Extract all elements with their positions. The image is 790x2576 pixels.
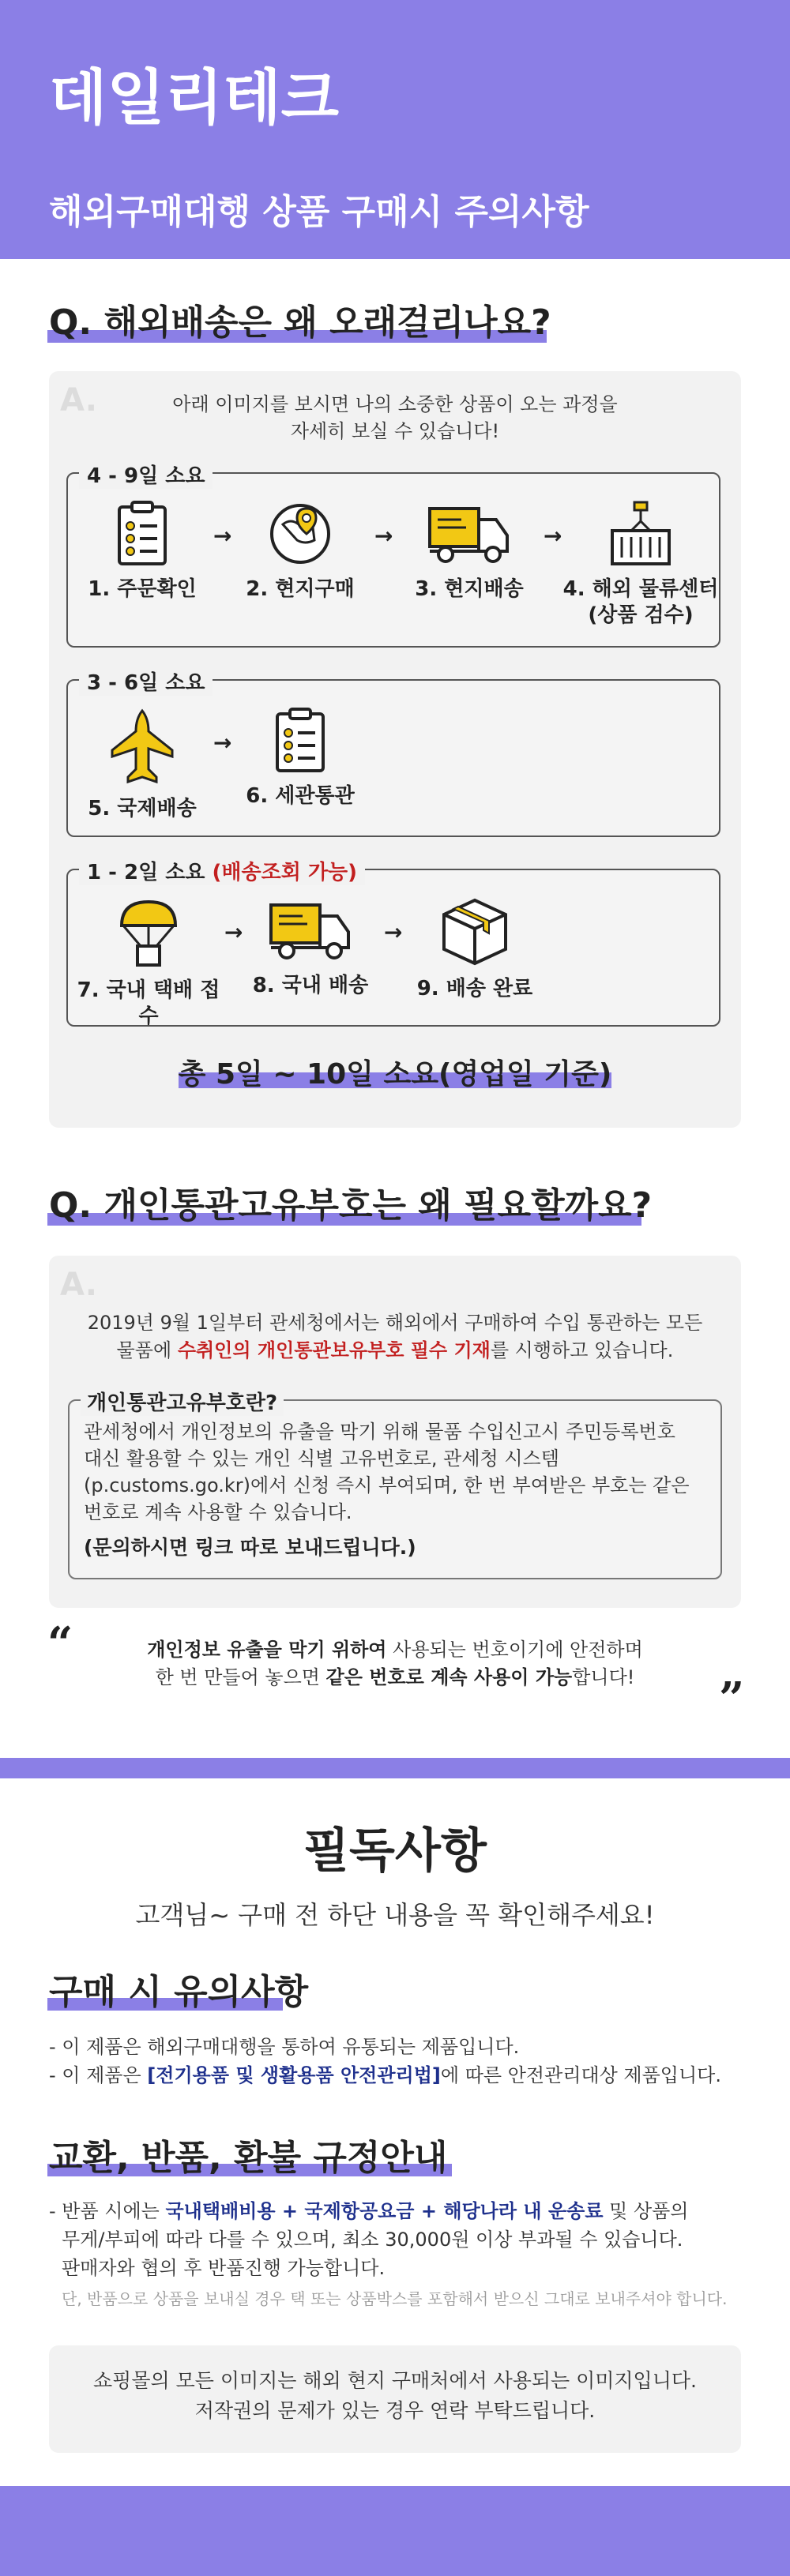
copyright-line-1: 쇼핑몰의 모든 이미지는 해외 현지 구매처에서 사용되는 이미지입니다. — [93, 2369, 697, 2392]
intro-line-2: 자세히 보실 수 있습니다! — [290, 419, 500, 442]
definition-box — [68, 1391, 722, 1579]
step-sub-label: (상품 검수) — [588, 603, 694, 627]
delivery-truck-icon — [268, 897, 353, 963]
parachute-box-icon — [115, 897, 182, 968]
q2-question-text: Q. 개인통관고유부호는 왜 필요할까요? — [49, 1185, 653, 1226]
quote-line-1: 개인정보 유출을 막기 위하여 사용되는 번호이기에 안전하며 — [147, 1639, 643, 1661]
step-label: 5. 국제배송 — [88, 797, 197, 820]
step-label: 7. 국내 택배 접수 — [77, 978, 220, 1028]
delivery-truck-icon — [427, 501, 512, 567]
arrow-icon: → — [224, 919, 243, 945]
must-read-title: 필독사항 — [303, 1823, 487, 1879]
step-domestic-delivery — [243, 897, 378, 999]
stage-3-title: 1 - 2일 소요 (배송조회 가능) — [79, 856, 365, 885]
return-cost-text: 국내택배비용 + 국제항공요금 + 해당나라 내 운송료 — [165, 2200, 604, 2222]
quote-line-2: 한 번 만들어 놓으면 같은 번호로 계속 사용이 가능합니다! — [155, 1665, 635, 1688]
return-note-line-1: - 반품 시에는 국내택배비용 + 국제항공요금 + 해당나라 내 운송료 및 상품의 — [49, 2200, 689, 2222]
def-line: 대신 활용할 수 있는 개인 식별 고유번호로, 관세청 시스템 — [84, 1448, 559, 1470]
checklist-icon — [115, 501, 170, 567]
return-note-line-2: 무게/부피에 따라 다를 수 있으며, 최소 30,000원 이상 부과될 수 있습니다. — [62, 2229, 683, 2251]
quote-open-icon: “ — [47, 1617, 73, 1669]
required-customs-code-text: 수취인의 개인통관보유부호 필수 기재 — [177, 1339, 491, 1361]
return-small-note: 단, 반품으로 상품을 보내실 경우 택 또는 상품박스를 포함해서 받으신 그대로 보내주셔야 합니다. — [62, 2289, 728, 2308]
hero-banner — [0, 0, 790, 259]
answer-mark: A. — [60, 1267, 97, 1303]
arrow-icon: → — [374, 523, 393, 549]
total-text: 총 5일 ~ 10일 소요(영업일 기준) — [178, 1058, 612, 1091]
arrow-icon: → — [544, 523, 562, 549]
purchase-note-1: - 이 제품은 해외구매대행을 통하여 유통되는 제품입니다. — [49, 2036, 520, 2058]
step-label: 8. 국내 배송 — [252, 974, 369, 997]
copyright-notice-box — [49, 2345, 741, 2453]
stage-2-title: 3 - 6일 소요 — [79, 667, 213, 696]
must-read-subtitle: 고객님~ 구매 전 하단 내용을 꼭 확인해주세요! — [135, 1900, 655, 1930]
purchase-notes — [49, 2033, 752, 2090]
quote-text — [0, 1636, 790, 1692]
brand-name: 데일리테크 — [49, 62, 340, 133]
para-line-1: 2019년 9월 1일부터 관세청에서는 해외에서 구매하여 수입 통관하는 모든 — [87, 1312, 703, 1334]
footer-band — [0, 2486, 790, 2576]
definition-note: (문의하시면 링크 따로 보내드립니다.) — [84, 1536, 416, 1560]
stage-1-box — [66, 464, 720, 648]
hero-subtitle: 해외구매대행 상품 구매시 주의사항 — [49, 192, 589, 232]
step-label: 6. 세관통관 — [246, 784, 355, 808]
package-box-icon — [439, 897, 510, 967]
step-label: 2. 현지구매 — [246, 577, 355, 601]
step-overseas-warehouse — [559, 501, 722, 628]
purchase-heading-text: 구매 시 유의사항 — [49, 1972, 309, 2012]
safety-law-text: [전기용품 및 생활용품 안전관리법] — [147, 2064, 441, 2086]
return-heading-text: 교환, 반품, 환불 규정안내 — [49, 2138, 448, 2178]
airplane-icon — [109, 708, 175, 787]
location-globe-icon — [267, 501, 333, 567]
arrow-icon: → — [213, 730, 232, 756]
stage-3-box — [66, 861, 720, 1028]
def-line: (p.customs.go.kr)에서 신청 즉시 부여되며, 한 번 부여받은 부호는 같은 — [84, 1474, 690, 1497]
stage-1-title: 4 - 9일 소요 — [79, 460, 213, 489]
step-label: 1. 주문확인 — [88, 577, 197, 601]
return-notes — [49, 2197, 752, 2311]
stage-2-box — [66, 671, 720, 837]
answer-mark: A. — [60, 382, 97, 419]
step-label: 3. 현지배송 — [415, 577, 524, 601]
tracking-available-label: (배송조회 가능) — [212, 861, 358, 884]
step-delivery-complete — [408, 897, 542, 1002]
q1-heading — [49, 294, 551, 344]
quote-close-icon: ” — [719, 1673, 745, 1725]
q2-answer-panel — [49, 1256, 741, 1608]
step-domestic-pickup — [71, 897, 226, 1029]
para-line-2: 물품에 수취인의 개인통관보유부호 필수 기재를 시행하고 있습니다. — [116, 1339, 674, 1361]
purchase-notes-heading — [49, 1963, 308, 2014]
return-note-line-3: 판매자와 협의 후 반품진행 가능합니다. — [62, 2257, 386, 2279]
step-international-shipping — [79, 708, 205, 822]
arrow-icon: → — [384, 919, 403, 945]
step-label: 4. 해외 물류센터 — [562, 577, 719, 601]
step-order-confirm — [79, 501, 205, 603]
intro-line-1: 아래 이미지를 보시면 나의 소중한 상품이 오는 과정을 — [172, 393, 618, 415]
copyright-line-2: 저작권의 문제가 있는 경우 연락 부탁드립니다. — [194, 2398, 596, 2422]
container-crane-icon — [608, 501, 674, 567]
q1-answer-panel — [49, 371, 741, 1128]
q1-intro — [49, 371, 741, 445]
q1-question-text: Q. 해외배송은 왜 오래걸리나요? — [49, 302, 551, 343]
purchase-note-2: - 이 제품은 [전기용품 및 생활용품 안전관리법]에 따른 안전관리대상 제품입니다. — [49, 2064, 721, 2086]
def-line: 관세청에서 개인정보의 유출을 막기 위해 물품 수입신고시 주민등록번호 — [84, 1421, 675, 1443]
step-local-purchase — [237, 501, 363, 603]
definition-body — [84, 1418, 709, 1526]
total-duration — [49, 1052, 741, 1092]
checklist-icon — [273, 708, 328, 774]
step-label: 9. 배송 완료 — [416, 977, 533, 1001]
step-customs-clearance — [237, 708, 363, 809]
q2-heading — [49, 1177, 652, 1227]
step-local-delivery — [398, 501, 540, 603]
section-divider-band — [0, 1758, 790, 1778]
definition-title: 개인통관고유부호란? — [81, 1387, 284, 1416]
def-line: 번호로 계속 사용할 수 있습니다. — [84, 1501, 352, 1524]
q2-paragraph — [49, 1256, 741, 1365]
arrow-icon: → — [213, 523, 232, 549]
return-policy-heading — [49, 2129, 447, 2180]
